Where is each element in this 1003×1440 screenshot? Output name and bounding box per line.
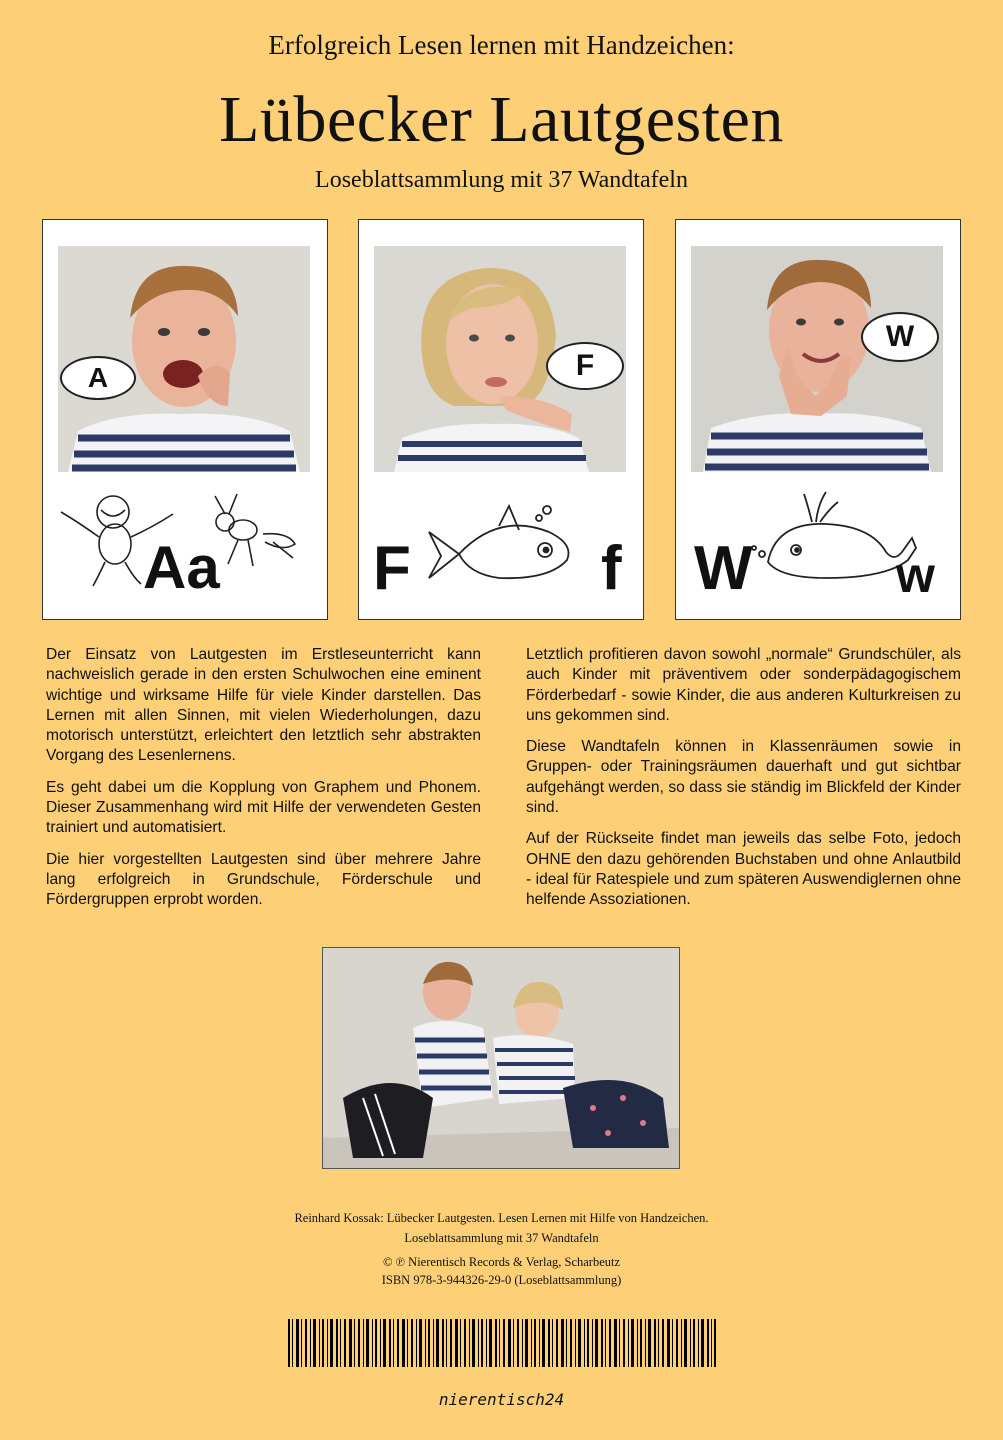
body-text-right [526, 645, 961, 922]
photo-girl-gesture-f [374, 246, 626, 472]
credits-publisher: © ℗ Nierentisch Records & Verlag, Scharbeutz [382, 1255, 621, 1269]
photo-boy-gesture-w [691, 246, 943, 472]
body-text-left [46, 645, 481, 922]
card-letter-a [42, 219, 328, 620]
barcode [288, 1319, 716, 1367]
paragraph: Letztlich profitieren davon sowohl „normale“ Grundschüler, als auch Kinder mit präventivem oder sonderpädagogischem Förderbedarf - sowie Kinder, die aus anderen Kulturkreisen zu uns gekommen sind. [526, 646, 961, 724]
letter-lower-f: f [601, 534, 622, 603]
card-letter-w [675, 219, 961, 620]
paragraph: Es geht dabei um die Kopplung von Graphem und Phonem. Dieser Zusammenhang wird mit Hilfe der verwendeten Gesten trainiert und automatisiert. [46, 778, 481, 837]
speech-bubble-f: F [546, 342, 624, 390]
letter-pair-aa: Aa [143, 534, 220, 601]
cover-title: Lübecker Lautgesten [219, 83, 784, 156]
cover-kicker: Erfolgreich Lesen lernen mit Handzeichen: [268, 30, 735, 60]
card-letter-f [358, 219, 644, 620]
credits-line-1: Reinhard Kossak: Lübecker Lautgesten. Lesen Lernen mit Hilfe von Handzeichen. [294, 1211, 709, 1225]
cover-subtitle: Loseblattsammlung mit 37 Wandtafeln [315, 167, 688, 193]
paragraph: Auf der Rückseite findet man jeweils das selbe Foto, jedoch OHNE den dazu gehörenden Buchstaben und ohne Anlautbild - ideal für Ratespiele und zum späteren Auswendiglernen ohne helfende Assoziationen. [526, 830, 961, 909]
letter-upper-f: F [373, 534, 411, 603]
letter-upper-w: W [694, 534, 753, 603]
paragraph: Der Einsatz von Lautgesten im Erstleseunterricht kann nachweislich gerade in den ersten Schulwochen eine eminent wichtige und wirksame Hilfe für viele Kinder darstellen. Das Lernen mit allen Sinnen, mit vielen Wiederholungen, dazu motorisch unterstützt, erleichtert den letztlich sehr abstrakten Vorgang des Lesenlernens. [46, 646, 481, 765]
speech-bubble-a: A [60, 356, 136, 400]
photo-boy-gesture-a [58, 246, 310, 472]
paragraph: Diese Wandtafeln können in Klassenräumen sowie in Gruppen- oder Trainingsräumen dauerhaft und gut sichtbar aufgehängt werden, so dass sie ständig im Blickfeld der Kinder sind. [526, 738, 961, 817]
paragraph: Die hier vorgestellten Lautgesten sind über mehrere Jahre lang erfolgreich in Grundschule, Förderschule und Fördergruppen erprobt worden. [46, 850, 481, 909]
letter-lower-w: w [896, 547, 935, 603]
credits-line-2: Loseblattsammlung mit 37 Wandtafeln [404, 1231, 599, 1245]
photo-children-posing [322, 947, 680, 1169]
credits-isbn: ISBN 978-3-944326-29-0 (Loseblattsammlung) [381, 1273, 622, 1287]
publisher-imprint: nierentisch24 [438, 1390, 565, 1409]
speech-bubble-w: W [861, 312, 939, 362]
